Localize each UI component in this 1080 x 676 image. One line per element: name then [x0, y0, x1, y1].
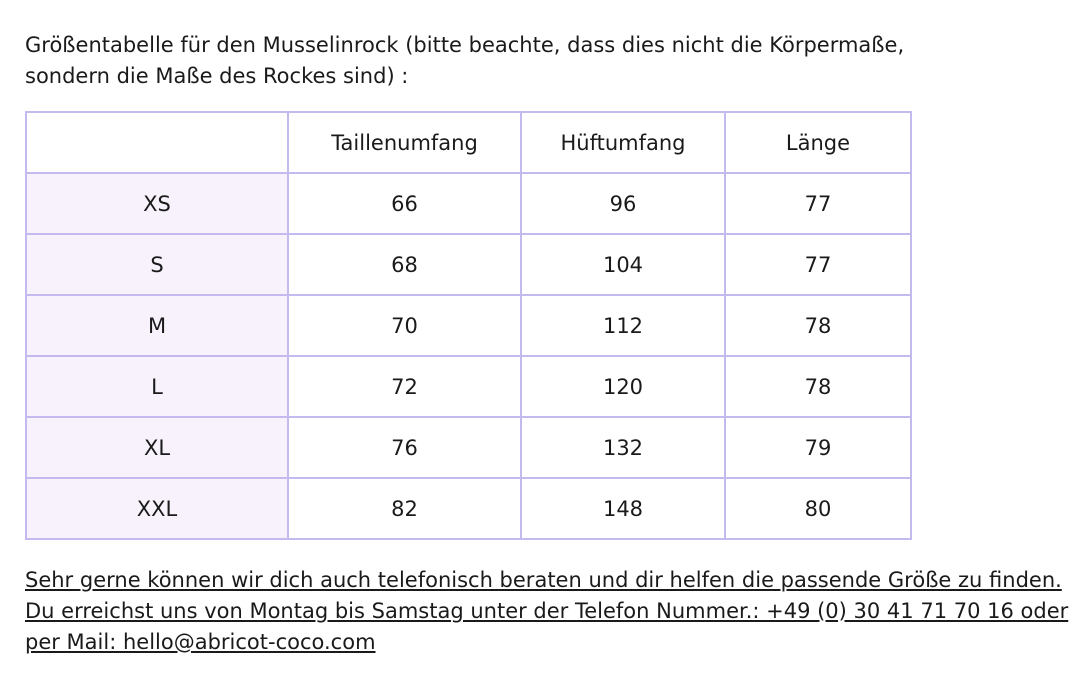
table-header-row: [26, 112, 911, 173]
waist-cell: 68: [288, 234, 521, 295]
hip-cell: 104: [521, 234, 725, 295]
header-cell-empty: [26, 112, 288, 173]
waist-cell: 70: [288, 295, 521, 356]
intro-line-1: Größentabelle für den Musselinrock (bitte beachte, dass dies nicht die Körpermaße,: [25, 33, 905, 57]
hip-cell: 112: [521, 295, 725, 356]
size-cell: S: [26, 234, 288, 295]
length-cell: 79: [725, 417, 911, 478]
hip-cell: 120: [521, 356, 725, 417]
table-row: [26, 417, 911, 478]
table-row: [26, 234, 911, 295]
table-row: [26, 356, 911, 417]
contact-info: [25, 565, 1069, 658]
waist-cell: 76: [288, 417, 521, 478]
header-length: Länge: [725, 112, 911, 173]
contact-line-2[interactable]: Du erreichst uns von Montag bis Samstag unter der Telefon Nummer.: +49 (0) 30 41 71 70 16 oder: [25, 599, 1069, 623]
table-row: [26, 295, 911, 356]
intro-line-2: sondern die Maße des Rockes sind) :: [25, 64, 409, 88]
hip-cell: 148: [521, 478, 725, 539]
size-cell: L: [26, 356, 288, 417]
contact-line-1[interactable]: Sehr gerne können wir dich auch telefonisch beraten und dir helfen die passende Größe zu finden.: [25, 568, 1062, 592]
length-cell: 80: [725, 478, 911, 539]
size-cell: XS: [26, 173, 288, 234]
size-cell: M: [26, 295, 288, 356]
header-waist: Taillenumfang: [288, 112, 521, 173]
waist-cell: 66: [288, 173, 521, 234]
waist-cell: 72: [288, 356, 521, 417]
table-row: [26, 173, 911, 234]
header-hip: Hüftumfang: [521, 112, 725, 173]
contact-line-3[interactable]: per Mail: hello@abricot-coco.com: [25, 630, 376, 654]
intro-text: [25, 30, 1025, 92]
waist-cell: 82: [288, 478, 521, 539]
hip-cell: 132: [521, 417, 725, 478]
size-cell: XL: [26, 417, 288, 478]
hip-cell: 96: [521, 173, 725, 234]
length-cell: 77: [725, 173, 911, 234]
length-cell: 78: [725, 295, 911, 356]
size-cell: XXL: [26, 478, 288, 539]
table-row: [26, 478, 911, 539]
length-cell: 78: [725, 356, 911, 417]
length-cell: 77: [725, 234, 911, 295]
size-chart-table: [25, 111, 912, 540]
